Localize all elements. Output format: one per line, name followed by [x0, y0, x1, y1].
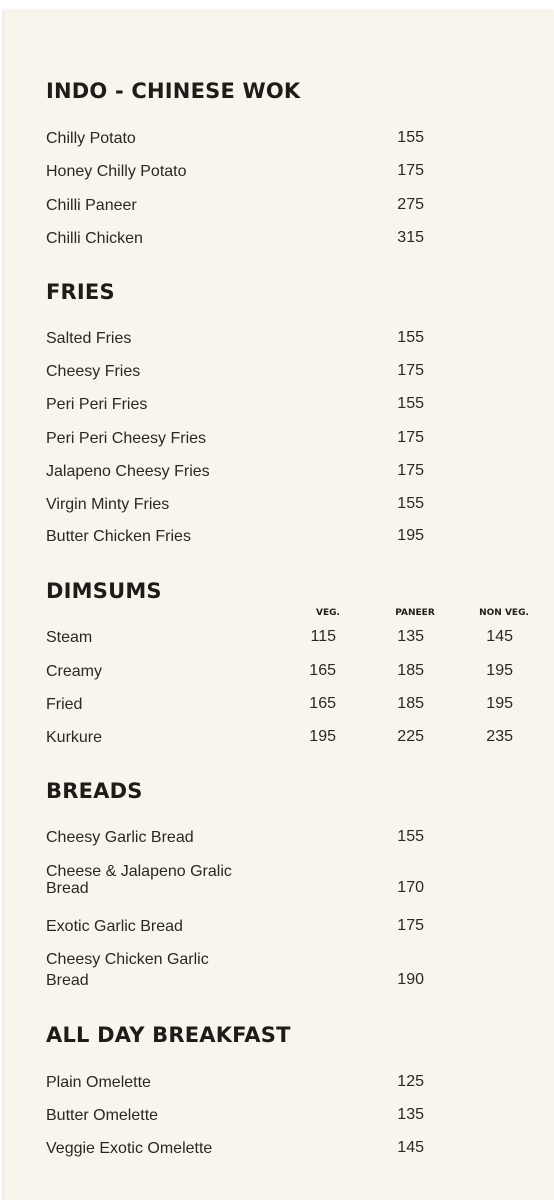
menu-item-price: 275 — [397, 196, 424, 213]
section-title-breads: BREADS — [46, 779, 143, 803]
menu-item-name: Butter Omelette — [46, 1107, 159, 1124]
menu-item-price: 135 — [397, 1106, 424, 1123]
column-header-paneer: PANEER — [395, 608, 435, 618]
menu-item-price: 175 — [397, 162, 424, 179]
menu-item-price-veg: 195 — [309, 728, 336, 745]
column-header-veg: VEG. — [316, 608, 340, 618]
menu-item-price: 175 — [397, 429, 424, 446]
menu-item-price-paneer: 185 — [397, 695, 424, 712]
menu-item-name-line1: Cheese & Jalapeno Gralic — [46, 863, 232, 880]
menu-item-name: Butter Chicken Fries — [46, 528, 191, 545]
menu-item-price: 155 — [397, 329, 424, 346]
menu-item-name: Plain Omelette — [46, 1074, 151, 1091]
menu-item-price-veg: 115 — [310, 628, 336, 645]
menu-item-price-non-veg: 195 — [486, 662, 513, 679]
menu-item-price-paneer: 185 — [397, 662, 424, 679]
menu-item-name: Exotic Garlic Bread — [46, 918, 183, 935]
menu-item-price: 315 — [397, 229, 424, 246]
menu-item-name-line1: Cheesy Chicken Garlic — [46, 951, 209, 968]
menu-item-price: 175 — [397, 917, 424, 934]
menu-item-price-non-veg: 235 — [486, 728, 513, 745]
menu-item-name: Veggie Exotic Omelette — [46, 1140, 213, 1157]
menu-page — [4, 10, 554, 1200]
menu-item-name-line2: Bread — [46, 972, 89, 989]
menu-item-name: Creamy — [46, 663, 103, 680]
menu-item-name: Chilly Potato — [46, 130, 136, 147]
menu-item-price: 155 — [397, 395, 424, 412]
menu-item-price-non-veg: 195 — [486, 695, 513, 712]
menu-item-price-paneer: 225 — [397, 728, 424, 745]
menu-item-price-veg: 165 — [309, 695, 336, 712]
section-title-dimsums: DIMSUMS — [46, 579, 162, 603]
column-header-non-veg: NON VEG. — [479, 608, 529, 618]
menu-item-price: 155 — [397, 828, 424, 845]
menu-item-price-paneer: 135 — [397, 628, 424, 645]
menu-item-name: Salted Fries — [46, 330, 132, 347]
menu-item-name: Peri Peri Fries — [46, 396, 148, 413]
menu-item-name: Peri Peri Cheesy Fries — [46, 430, 207, 447]
menu-item-price: 155 — [397, 129, 424, 146]
menu-item-name: Chilli Chicken — [46, 230, 143, 247]
menu-item-name: Jalapeno Cheesy Fries — [46, 463, 210, 480]
menu-item-price: 175 — [397, 362, 424, 379]
menu-item-name: Cheesy Fries — [46, 363, 141, 380]
menu-item-price: 145 — [397, 1139, 424, 1156]
section-title-all-day-breakfast: ALL DAY BREAKFAST — [46, 1023, 291, 1047]
menu-item-price: 170 — [397, 879, 424, 896]
menu-item-name: Honey Chilly Potato — [46, 163, 187, 180]
menu-item-price-non-veg: 145 — [486, 628, 513, 645]
section-title-indo-chinese-wok: INDO - CHINESE WOK — [46, 79, 301, 103]
menu-item-price: 125 — [397, 1073, 424, 1090]
menu-item-price: 175 — [397, 462, 424, 479]
menu-item-name-line2: Bread — [46, 880, 89, 897]
menu-item-name: Cheesy Garlic Bread — [46, 829, 194, 846]
menu-item-price: 195 — [397, 527, 424, 544]
menu-item-name: Virgin Minty Fries — [46, 496, 170, 513]
menu-item-price-veg: 165 — [309, 662, 336, 679]
menu-item-name: Chilli Paneer — [46, 197, 137, 214]
menu-item-name: Kurkure — [46, 729, 103, 746]
section-title-fries: FRIES — [46, 280, 115, 304]
menu-item-price: 190 — [397, 971, 424, 988]
menu-item-name: Steam — [46, 629, 93, 646]
menu-item-name: Fried — [46, 696, 83, 713]
menu-item-price: 155 — [397, 495, 424, 512]
